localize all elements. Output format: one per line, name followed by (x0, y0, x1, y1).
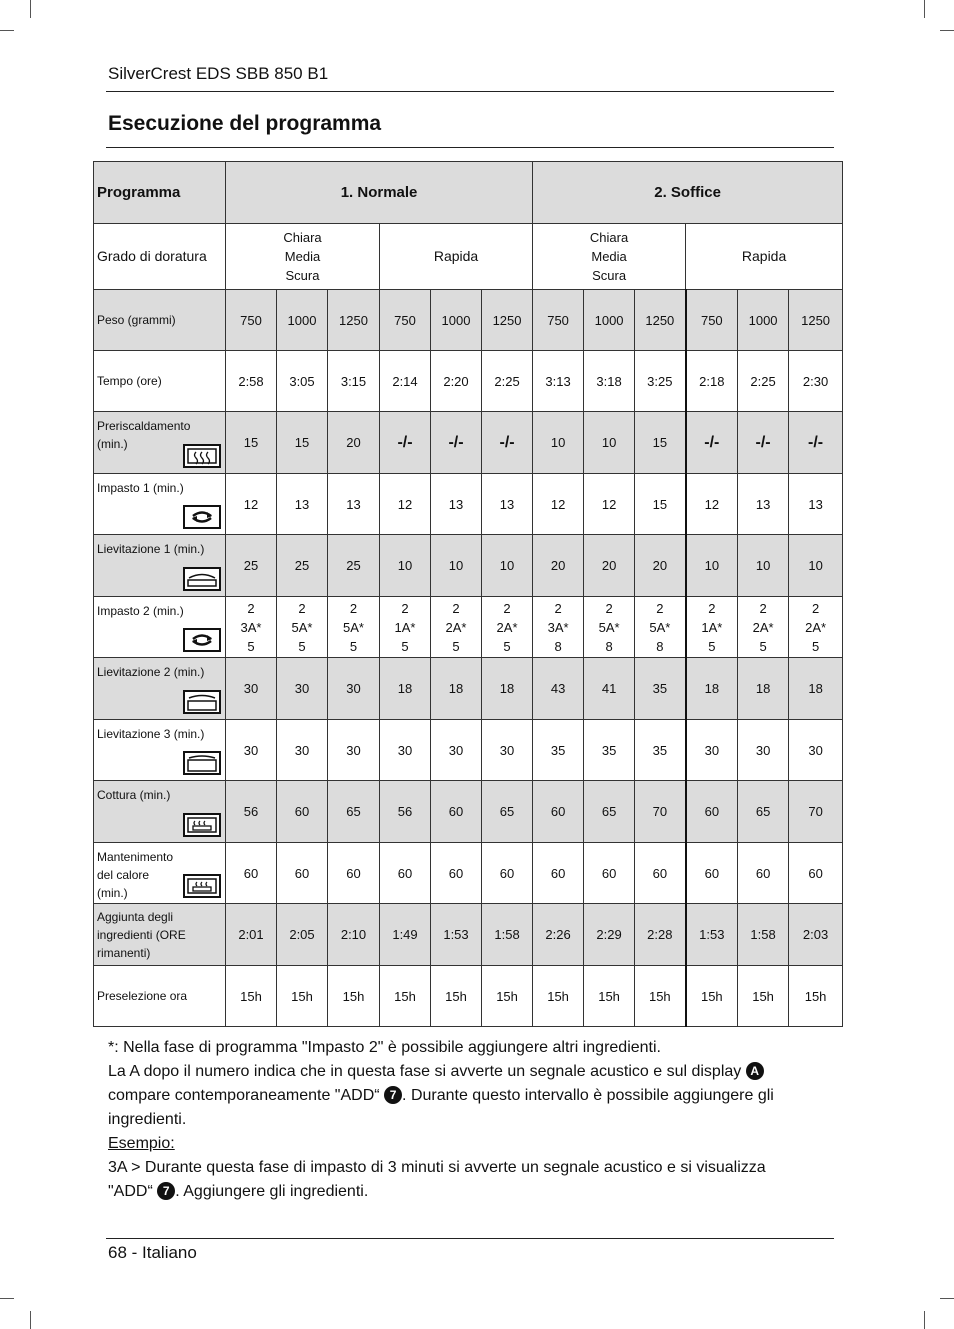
table-cell: 56 (380, 781, 431, 843)
page-header: SilverCrest EDS SBB 850 B1 (108, 64, 329, 83)
keep-warm-icon (183, 874, 221, 898)
table-cell: 60 (380, 843, 431, 904)
table-cell: 30 (380, 720, 431, 781)
table-cell: 13 (738, 474, 789, 535)
table-row (94, 720, 843, 781)
note-line-2: La A dopo il numero indica che in questa fase si avverte un segnale acustico e sul display A (108, 1060, 764, 1084)
table-cell: 2:03 (789, 904, 843, 966)
table-cell: 30 (277, 658, 328, 720)
table-row (94, 474, 843, 535)
table-cell: 15h (686, 966, 738, 1027)
table-cell: 20 (328, 412, 380, 474)
table-cell: 65 (482, 781, 533, 843)
footer-rule (106, 1238, 834, 1239)
table-cell: 15h (789, 966, 843, 1027)
row-label: Impasto 1 (min.) (94, 474, 226, 535)
table-cell: 13 (277, 474, 328, 535)
title-rule (106, 147, 834, 148)
table-cell: 15h (328, 966, 380, 1027)
table-cell: 20 (635, 535, 686, 597)
table-cell: 3:15 (328, 351, 380, 412)
table-cell: 25 (277, 535, 328, 597)
table-row (94, 843, 843, 904)
table-cell: -/- (789, 412, 843, 474)
table-row (94, 597, 843, 658)
table-cell: 2 3A* 8 (533, 597, 584, 658)
table-cell: 10 (584, 412, 635, 474)
table-cell: 1:49 (380, 904, 431, 966)
table-cell: 30 (226, 658, 277, 720)
row-label: Preriscaldamento (min.) (94, 412, 226, 474)
table-cell: 12 (584, 474, 635, 535)
table-cell: 2:25 (738, 351, 789, 412)
table-cell: 2:14 (380, 351, 431, 412)
table-cell: 15 (226, 412, 277, 474)
table-cell: 60 (533, 843, 584, 904)
browning-rapid-normale: Rapida (380, 224, 533, 290)
table-cell: 2 3A* 5 (226, 597, 277, 658)
table-cell: 1:53 (686, 904, 738, 966)
table-cell: 750 (226, 290, 277, 351)
table-cell: 65 (738, 781, 789, 843)
row-label: Cottura (min.) (94, 781, 226, 843)
table-cell: 65 (328, 781, 380, 843)
table-cell: 15h (226, 966, 277, 1027)
table-header-row (94, 162, 843, 224)
table-cell: 41 (584, 658, 635, 720)
crop-mark (30, 1311, 31, 1329)
table-cell: 750 (533, 290, 584, 351)
table-cell: 30 (328, 658, 380, 720)
table-cell: 3:18 (584, 351, 635, 412)
table-cell: 1000 (584, 290, 635, 351)
header-programma: Programma (94, 162, 226, 224)
table-cell: 15 (635, 474, 686, 535)
table-row (94, 351, 843, 412)
table-cell: 1000 (738, 290, 789, 351)
example-line-2: "ADD“ 7 . Aggiungere gli ingredienti. (108, 1183, 369, 1200)
table-cell: 18 (431, 658, 482, 720)
browning-levels-normale: Chiara Media Scura (226, 224, 380, 290)
table-cell: 35 (635, 658, 686, 720)
table-cell: 12 (380, 474, 431, 535)
rise-icon (183, 751, 221, 775)
table-cell: 15h (584, 966, 635, 1027)
table-cell: 2 5A* 5 (277, 597, 328, 658)
table-cell: 2 1A* 5 (686, 597, 738, 658)
table-cell: 2:58 (226, 351, 277, 412)
crop-mark (30, 0, 31, 18)
table-cell: -/- (431, 412, 482, 474)
table-cell: 2:10 (328, 904, 380, 966)
table-cell: 25 (328, 535, 380, 597)
table-cell: 35 (584, 720, 635, 781)
note-line-4: ingredienti. (108, 1111, 187, 1128)
table-cell: 18 (738, 658, 789, 720)
row-label: Tempo (ore) (94, 351, 226, 412)
example-line-1: 3A > Durante questa fase di impasto di 3 minuti si avverte un segnale acustico e si visualizza (108, 1159, 766, 1176)
row-label: Mantenimento del calore (min.) (94, 843, 226, 904)
table-cell: 750 (686, 290, 738, 351)
table-cell: 10 (789, 535, 843, 597)
table-cell: 1000 (277, 290, 328, 351)
table-cell: 60 (789, 843, 843, 904)
table-cell: 15h (380, 966, 431, 1027)
table-cell: 1250 (328, 290, 380, 351)
table-cell: 10 (431, 535, 482, 597)
table-cell: 2 2A* 5 (738, 597, 789, 658)
row-label: Lievitazione 1 (min.) (94, 535, 226, 597)
browning-label: Grado di doratura (94, 224, 226, 290)
table-cell: -/- (482, 412, 533, 474)
table-cell: 13 (431, 474, 482, 535)
table-cell: 60 (431, 781, 482, 843)
browning-levels-soffice: Chiara Media Scura (533, 224, 686, 290)
header-normale: 1. Normale (226, 162, 533, 224)
table-cell: 2:25 (482, 351, 533, 412)
table-cell: 60 (482, 843, 533, 904)
table-cell: 2:30 (789, 351, 843, 412)
crop-mark (924, 0, 925, 18)
table-cell: 15h (277, 966, 328, 1027)
table-cell: 10 (482, 535, 533, 597)
table-cell: 12 (533, 474, 584, 535)
add-7-badge: 7 (157, 1182, 175, 1200)
table-cell: 60 (635, 843, 686, 904)
note-line-3: compare contemporaneamente "ADD“ 7 . Durante questo intervallo è possibile aggiungere gli (108, 1087, 774, 1104)
table-cell: 13 (328, 474, 380, 535)
table-cell: -/- (738, 412, 789, 474)
crop-mark (940, 30, 954, 31)
table-row (94, 535, 843, 597)
knead-icon (183, 505, 221, 529)
table-cell: 10 (686, 535, 738, 597)
note-line-1: *: Nella fase di programma "Impasto 2" è possibile aggiungere altri ingredienti. (108, 1039, 661, 1056)
table-cell: 15h (635, 966, 686, 1027)
row-label: Preselezione ora (94, 966, 226, 1027)
table-cell: 60 (277, 843, 328, 904)
row-label: Lievitazione 2 (min.) (94, 658, 226, 720)
table-cell: 10 (380, 535, 431, 597)
table-cell: 30 (686, 720, 738, 781)
table-cell: 12 (226, 474, 277, 535)
table-cell: 3:05 (277, 351, 328, 412)
table-cell: 2:28 (635, 904, 686, 966)
table-cell: 10 (533, 412, 584, 474)
table-cell: 25 (226, 535, 277, 597)
table-cell: 65 (584, 781, 635, 843)
table-cell: 30 (226, 720, 277, 781)
table-cell: 30 (328, 720, 380, 781)
table-cell: 2:18 (686, 351, 738, 412)
row-label: Lievitazione 3 (min.) (94, 720, 226, 781)
table-cell: -/- (380, 412, 431, 474)
table-cell: 2:20 (431, 351, 482, 412)
table-cell: 1:58 (738, 904, 789, 966)
crop-mark (0, 30, 14, 31)
preheat-icon (183, 444, 221, 468)
table-cell: 15h (738, 966, 789, 1027)
table-cell: 60 (738, 843, 789, 904)
add-7-badge: 7 (384, 1086, 402, 1104)
table-cell: 60 (431, 843, 482, 904)
table-cell: 15h (482, 966, 533, 1027)
table-cell: 30 (431, 720, 482, 781)
program-table (93, 161, 843, 1027)
table-cell: 2:29 (584, 904, 635, 966)
table-cell: 15h (431, 966, 482, 1027)
table-cell: 2 5A* 8 (635, 597, 686, 658)
example-heading: Esempio: (108, 1135, 175, 1152)
table-cell: 2 2A* 5 (482, 597, 533, 658)
table-cell: 30 (738, 720, 789, 781)
table-cell: 2:26 (533, 904, 584, 966)
table-row (94, 658, 843, 720)
table-cell: 13 (482, 474, 533, 535)
table-cell: 10 (738, 535, 789, 597)
table-cell: 60 (277, 781, 328, 843)
table-cell: 3:13 (533, 351, 584, 412)
table-cell: 1250 (789, 290, 843, 351)
table-cell: 43 (533, 658, 584, 720)
table-cell: 60 (533, 781, 584, 843)
table-cell: 2 5A* 5 (328, 597, 380, 658)
table-cell: 30 (789, 720, 843, 781)
table-cell: 60 (226, 843, 277, 904)
table-cell: 1:53 (431, 904, 482, 966)
section-title: Esecuzione del programma (108, 112, 382, 135)
table-cell: 35 (533, 720, 584, 781)
bake-icon (183, 813, 221, 837)
table-row (94, 966, 843, 1027)
page-footer: 68 - Italiano (108, 1243, 197, 1262)
table-cell: 2:01 (226, 904, 277, 966)
table-row (94, 781, 843, 843)
row-label: Peso (grammi) (94, 290, 226, 351)
table-row (94, 412, 843, 474)
table-cell: 18 (380, 658, 431, 720)
table-cell: 60 (584, 843, 635, 904)
table-row (94, 290, 843, 351)
table-cell: 15h (533, 966, 584, 1027)
crop-mark (940, 1298, 954, 1299)
table-cell: 70 (635, 781, 686, 843)
header-rule (106, 91, 834, 92)
table-cell: 18 (686, 658, 738, 720)
table-cell: 1:58 (482, 904, 533, 966)
rise-icon (183, 690, 221, 714)
table-cell: 2 2A* 5 (789, 597, 843, 658)
knead-icon (183, 628, 221, 652)
table-cell: 3:25 (635, 351, 686, 412)
table-cell: -/- (686, 412, 738, 474)
table-cell: 20 (584, 535, 635, 597)
table-cell: 15 (277, 412, 328, 474)
table-row (94, 904, 843, 966)
table-cell: 1250 (635, 290, 686, 351)
table-cell: 30 (277, 720, 328, 781)
table-cell: 2:05 (277, 904, 328, 966)
table-cell: 70 (789, 781, 843, 843)
header-soffice: 2. Soffice (533, 162, 843, 224)
rise-icon (183, 567, 221, 591)
browning-row (94, 224, 843, 290)
table-cell: 1250 (482, 290, 533, 351)
table-cell: 18 (482, 658, 533, 720)
row-label: Impasto 2 (min.) (94, 597, 226, 658)
table-cell: 30 (482, 720, 533, 781)
row-label: Aggiunta degli ingredienti (ORE rimanenti) (94, 904, 226, 966)
table-cell: 2 5A* 8 (584, 597, 635, 658)
table-cell: 20 (533, 535, 584, 597)
table-cell: 750 (380, 290, 431, 351)
browning-rapid-soffice: Rapida (686, 224, 843, 290)
table-cell: 18 (789, 658, 843, 720)
table-cell: 35 (635, 720, 686, 781)
table-cell: 13 (789, 474, 843, 535)
table-cell: 60 (686, 781, 738, 843)
table-cell: 12 (686, 474, 738, 535)
crop-mark (924, 1311, 925, 1329)
table-cell: 2 2A* 5 (431, 597, 482, 658)
table-cell: 60 (686, 843, 738, 904)
table-cell: 60 (328, 843, 380, 904)
table-cell: 2 1A* 5 (380, 597, 431, 658)
table-cell: 1000 (431, 290, 482, 351)
display-a-badge: A (746, 1062, 764, 1080)
crop-mark (0, 1298, 14, 1299)
table-cell: 56 (226, 781, 277, 843)
table-cell: 15 (635, 412, 686, 474)
